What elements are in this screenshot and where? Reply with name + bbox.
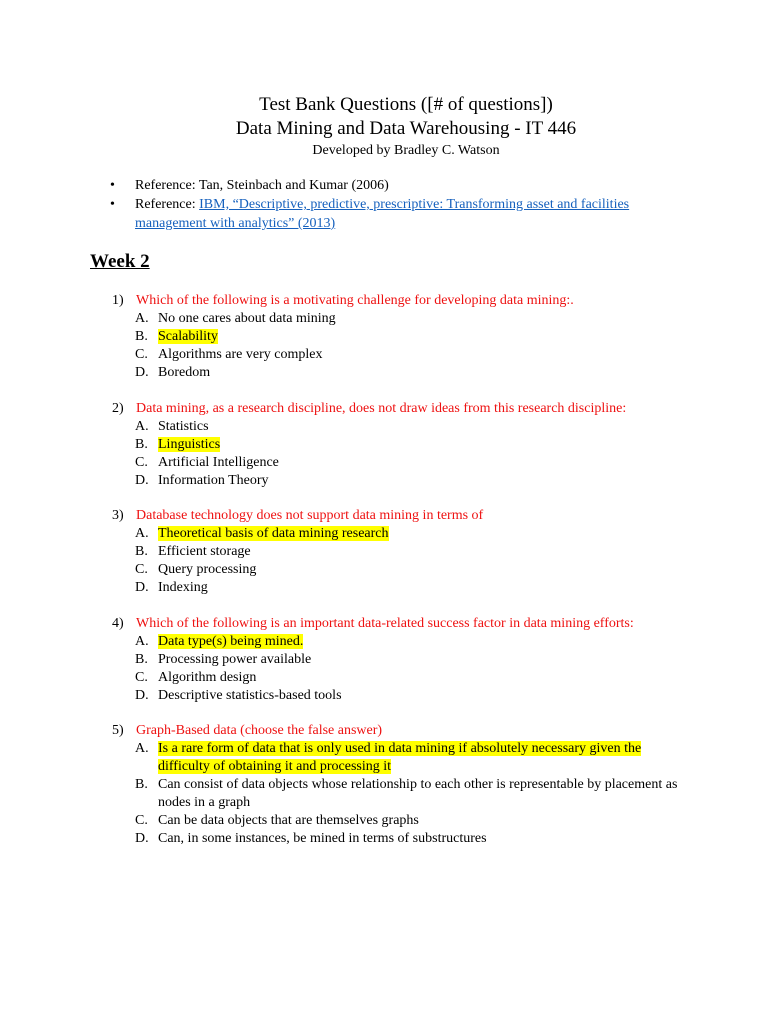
option-text: Information Theory — [158, 472, 269, 488]
question-list — [112, 292, 682, 866]
option-letter: A. — [135, 633, 149, 649]
reference-text: Tan, Steinbach and Kumar (2006) — [198, 178, 389, 193]
answer-option — [112, 525, 682, 543]
answer-option — [112, 579, 682, 597]
option-text-highlighted: Is a rare form of data that is only used in data mining if absolutely necessary given the difficulty of obtaining it and processing it — [158, 741, 642, 774]
option-letter: B. — [135, 436, 148, 452]
answer-option — [112, 561, 682, 579]
option-text: Processing power available — [158, 651, 312, 667]
question-number: 1) — [112, 293, 124, 308]
answer-option — [112, 740, 682, 776]
option-letter: C. — [135, 669, 148, 685]
question-text-row — [112, 615, 682, 633]
answer-option — [112, 651, 682, 669]
option-letter: D. — [135, 831, 149, 846]
question-1 — [112, 292, 682, 382]
answer-option — [112, 472, 682, 490]
option-letter: A. — [135, 741, 149, 756]
option-text: Indexing — [158, 580, 208, 595]
answer-option — [112, 328, 682, 346]
question-5 — [112, 722, 682, 848]
question-text: Database technology does not support data mining in terms of — [136, 508, 484, 523]
document-title: Test Bank Questions ([# of questions]) — [259, 94, 553, 115]
option-letter: D. — [135, 687, 149, 703]
option-letter: B. — [135, 544, 148, 559]
question-number: 4) — [112, 615, 124, 631]
option-text: Boredom — [158, 365, 211, 380]
option-text: Algorithms are very complex — [158, 347, 323, 362]
answer-option — [112, 310, 682, 328]
bullet-icon: • — [110, 197, 115, 212]
option-text: Can, in some instances, be mined in terms of substructures — [158, 831, 487, 846]
bullet-icon: • — [110, 178, 115, 193]
question-text-row — [112, 507, 682, 525]
reference-label: Reference: — [135, 197, 200, 212]
answer-option — [112, 364, 682, 382]
question-text-row — [112, 400, 682, 418]
option-letter: C. — [135, 562, 148, 577]
option-text: Efficient storage — [158, 544, 251, 559]
option-text: Query processing — [158, 562, 257, 577]
option-text: Artificial Intelligence — [158, 454, 279, 470]
option-letter: B. — [135, 777, 148, 792]
question-text: Data mining, as a research discipline, does not draw ideas from this research discipline: — [136, 400, 627, 416]
option-letter: D. — [135, 472, 149, 488]
question-text: Which of the following is an important data-related success factor in data mining efforts: — [136, 615, 634, 631]
question-text-row — [112, 292, 682, 310]
answer-option — [112, 543, 682, 561]
option-letter: A. — [135, 418, 149, 434]
option-letter: B. — [135, 329, 148, 344]
option-text: No one cares about data mining — [158, 311, 336, 326]
question-3 — [112, 507, 682, 597]
option-text: Can consist of data objects whose relationship to each other is representable by placement as nodes in a graph — [158, 777, 678, 810]
option-text-highlighted: Scalability — [158, 329, 218, 344]
option-letter: C. — [135, 813, 148, 828]
week-heading: Week 2 — [90, 251, 150, 272]
option-letter: B. — [135, 651, 148, 667]
question-text: Graph-Based data (choose the false answer) — [136, 723, 383, 738]
option-text: Algorithm design — [158, 669, 257, 685]
question-text: Which of the following is a motivating challenge for developing data mining:. — [136, 293, 574, 308]
course-title: Data Mining and Data Warehousing - IT 446 — [235, 118, 577, 139]
reference-item — [110, 176, 680, 195]
title-block — [0, 93, 768, 161]
option-letter: A. — [135, 526, 149, 541]
option-text-highlighted: Data type(s) being mined. — [158, 633, 304, 649]
answer-option — [112, 830, 682, 848]
answer-option — [112, 633, 682, 651]
option-letter: D. — [135, 365, 149, 380]
answer-option — [112, 436, 682, 454]
option-letter: C. — [135, 347, 148, 362]
reference-item — [110, 195, 680, 233]
question-number: 3) — [112, 508, 124, 523]
option-letter: C. — [135, 454, 148, 470]
answer-option — [112, 669, 682, 687]
answer-option — [112, 776, 682, 812]
answer-option — [112, 454, 682, 472]
answer-option — [112, 346, 682, 364]
question-number: 5) — [112, 723, 124, 738]
answer-option — [112, 687, 682, 705]
reference-label: Reference: — [135, 178, 199, 193]
option-text: Statistics — [158, 418, 209, 434]
question-number: 2) — [112, 400, 124, 416]
answer-option — [112, 418, 682, 436]
author-line: Developed by Bradley C. Watson — [312, 143, 500, 158]
question-2 — [112, 400, 682, 490]
option-letter: A. — [135, 311, 149, 326]
option-text: Can be data objects that are themselves graphs — [158, 813, 419, 828]
option-text-highlighted: Theoretical basis of data mining research — [158, 526, 389, 541]
question-text-row — [112, 722, 682, 740]
question-4 — [112, 615, 682, 705]
option-text: Descriptive statistics-based tools — [158, 687, 342, 703]
option-letter: D. — [135, 580, 149, 595]
option-text-highlighted: Linguistics — [158, 436, 221, 452]
reference-link[interactable]: IBM, “Descriptive, predictive, prescriptive: Transforming asset and facilities management with analytics” (2013) — [135, 197, 630, 231]
answer-option — [112, 812, 682, 830]
reference-list — [110, 176, 680, 233]
